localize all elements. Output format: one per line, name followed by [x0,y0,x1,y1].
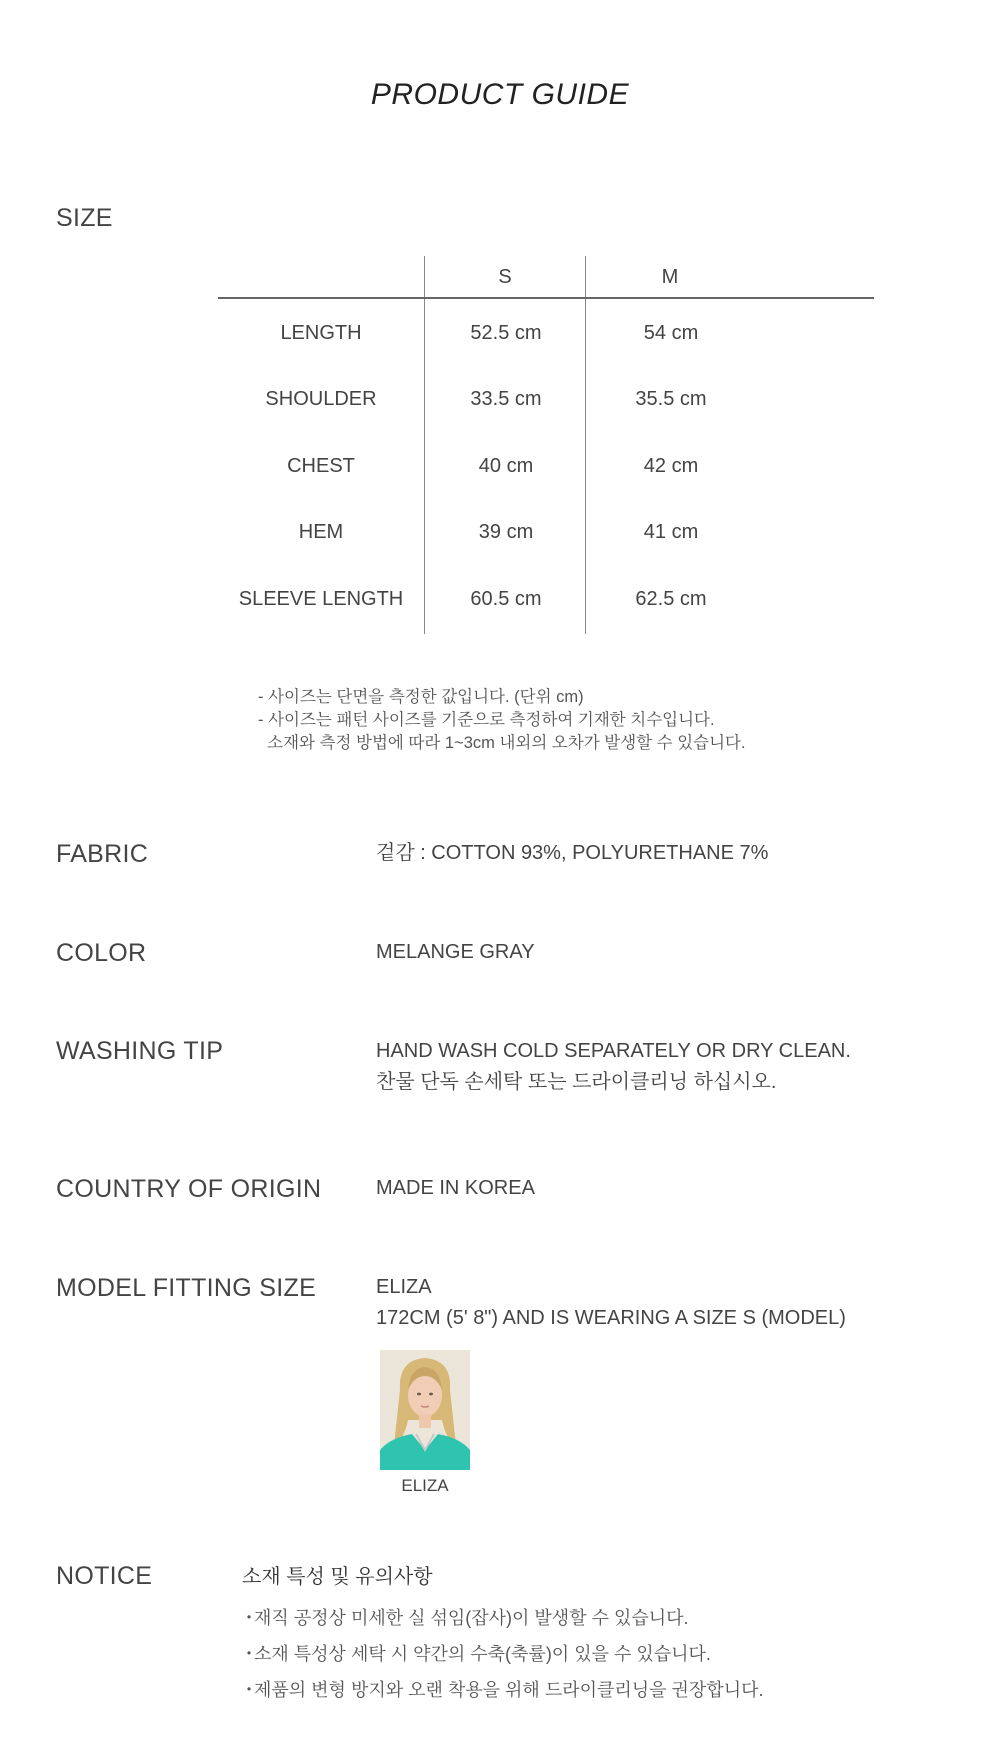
size-value-m: 42 cm [643,455,699,477]
list-item: ・제품의 변형 방지와 오랜 착용을 위해 드라이클리닝을 권장합니다. [240,1672,763,1708]
notice-title: 소재 특성 및 유의사항 [242,1566,433,1588]
table-divider [585,256,586,634]
model-heading: MODEL FITTING SIZE [56,1274,317,1302]
washing-line-en: HAND WASH COLD SEPARATELY OR DRY CLEAN. [376,1040,851,1062]
size-value-m: 35.5 cm [635,388,707,410]
row-label: LENGTH [280,322,362,344]
size-heading: SIZE [56,204,113,232]
size-value-s: 52.5 cm [470,322,542,344]
fabric-value: 겉감 : COTTON 93%, POLYURETHANE 7% [376,842,769,864]
notice-list [240,1600,763,1708]
list-item: ・재직 공정상 미세한 실 섞임(잡사)이 발생할 수 있습니다. [240,1600,763,1636]
size-notes [258,686,746,755]
row-label: SHOULDER [265,388,377,410]
fabric-heading: FABRIC [56,840,149,868]
model-photo-image [380,1350,470,1470]
size-value-s: 60.5 cm [470,588,542,610]
table-divider [424,256,425,634]
size-value-s: 40 cm [478,455,534,477]
row-label: CHEST [287,455,355,477]
column-header-m: M [661,266,679,288]
size-note: - 사이즈는 단면을 측정한 값입니다. (단위 cm) [258,688,584,706]
origin-value: MADE IN KOREA [376,1177,535,1199]
washing-heading: WASHING TIP [56,1037,224,1065]
size-note: - 사이즈는 패턴 사이즈를 기준으로 측정하여 기재한 치수입니다. [258,711,715,729]
list-item: ・소재 특성상 세탁 시 약간의 수축(축률)이 있을 수 있습니다. [240,1636,763,1672]
size-value-m: 41 cm [643,521,699,543]
bullet-icon: ・ [240,1644,258,1664]
column-header-s: S [498,266,512,288]
size-table [218,256,874,634]
row-label: HEM [298,521,344,543]
row-label: SLEEVE LENGTH [238,588,404,610]
size-note: 소재와 측정 방법에 따라 1~3cm 내외의 오차가 발생할 수 있습니다. [258,734,746,752]
model-name: ELIZA [376,1276,432,1298]
size-value-m: 54 cm [643,322,699,344]
color-heading: COLOR [56,939,147,967]
notice-heading: NOTICE [56,1562,153,1590]
model-detail: 172CM (5' 8") AND IS WEARING A SIZE S (MODEL) [376,1307,846,1329]
table-header-rule [218,297,874,299]
model-info [376,1272,846,1334]
size-value-s: 39 cm [478,521,534,543]
washing-value [376,1036,851,1098]
size-value-m: 62.5 cm [635,588,707,610]
model-photo [380,1350,470,1470]
origin-heading: COUNTRY OF ORIGIN [56,1175,322,1203]
page-title: PRODUCT GUIDE [370,78,630,111]
size-value-s: 33.5 cm [470,388,542,410]
washing-line-ko: 찬물 단독 손세탁 또는 드라이클리닝 하십시오. [376,1071,777,1093]
bullet-icon: ・ [240,1680,258,1700]
color-value: MELANGE GRAY [376,941,535,963]
model-photo-caption: ELIZA [401,1476,449,1495]
bullet-icon: ・ [240,1608,258,1628]
